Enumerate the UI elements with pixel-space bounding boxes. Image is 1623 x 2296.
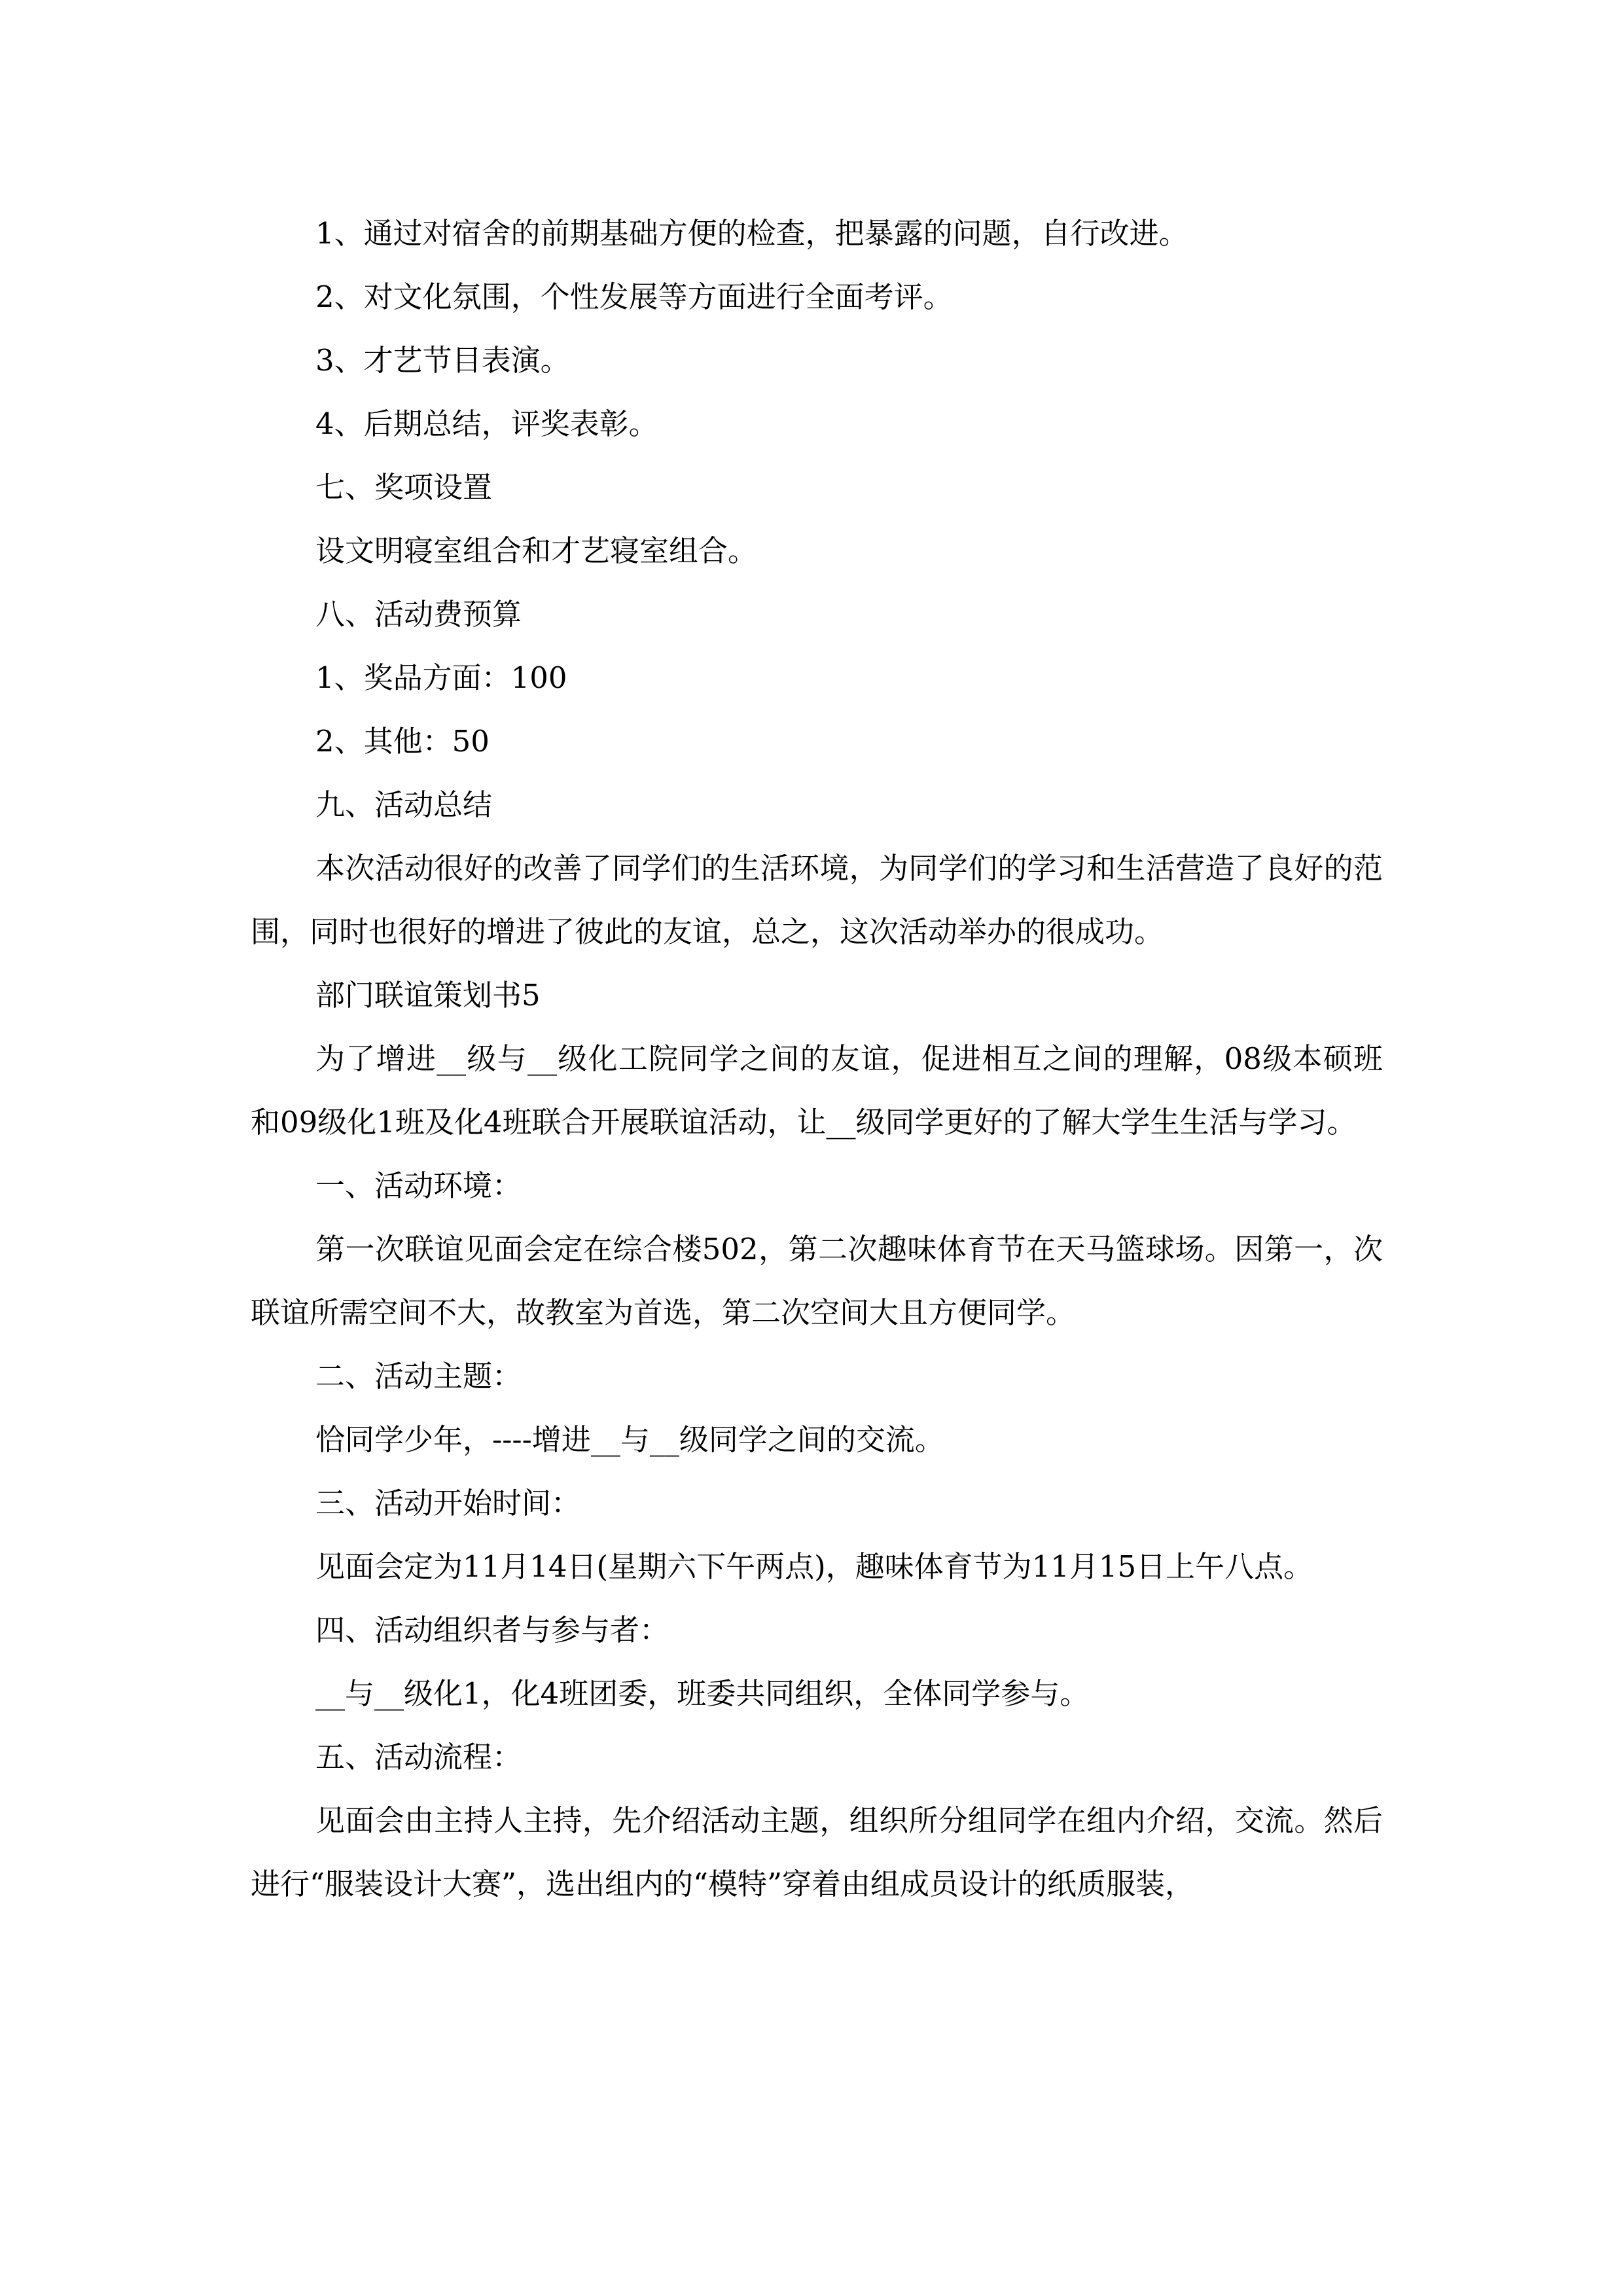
section-heading: 二、活动主题： [315, 1359, 522, 1393]
paragraph: 恰同学少年，----增进__与__级同学之间的交流。 [315, 1422, 944, 1457]
section-heading: 八、活动费预算 [315, 597, 522, 632]
section-heading: 七、奖项设置 [315, 470, 493, 505]
paragraph: __与__级化1，化4班团委，班委共同组织，全体同学参与。 [315, 1676, 1090, 1711]
section-heading: 五、活动流程： [315, 1740, 522, 1774]
section-heading: 九、活动总结 [315, 787, 493, 822]
paragraph: 设文明寝室组合和才艺寝室组合。 [315, 533, 758, 568]
paragraph: 见面会由主持人主持，先介绍活动主题，组织所分组同学在组内介绍，交流。然后进行“服装设计大赛”，选出组内的“模特”穿着由组成员设计的纸质服装， [251, 1803, 1383, 1901]
paragraph: 2、对文化氛围，个性发展等方面进行全面考评。 [315, 279, 953, 314]
section-heading: 四、活动组织者与参与者： [315, 1613, 669, 1647]
section-heading: 一、活动环境： [315, 1168, 522, 1203]
paragraph: 2、其他：50 [315, 724, 490, 759]
paragraph: 本次活动很好的改善了同学们的生活环境，为同学们的学习和生活营造了良好的范围，同时也很好的增进了彼此的友谊，总之，这次活动举办的很成功。 [251, 851, 1383, 949]
paragraph: 4、后期总结，评奖表彰。 [315, 406, 658, 441]
paragraph: 见面会定为11月14日(星期六下午两点)，趣味体育节为11月15日上午八点。 [315, 1549, 1313, 1584]
paragraph: 1、奖品方面：100 [315, 660, 567, 695]
paragraph: 1、通过对宿舍的前期基础方便的检查，把暴露的问题，自行改进。 [315, 216, 1188, 251]
paragraph: 第一次联谊见面会定在综合楼502，第二次趣味体育节在天马篮球场。因第一，次联谊所需空间不大，故教室为首选，第二次空间大且方便同学。 [251, 1232, 1383, 1330]
paragraph: 3、才艺节目表演。 [315, 343, 570, 378]
section-heading: 三、活动开始时间： [315, 1486, 581, 1520]
document-title: 部门联谊策划书5 [315, 978, 541, 1013]
document-page [251, 202, 1383, 1916]
paragraph: 为了增进__级与__级化工院同学之间的友谊，促进相互之间的理解，08级本硕班和09级化1班及化4班联合开展联谊活动，让__级同学更好的了解大学生生活与学习。 [251, 1041, 1383, 1139]
